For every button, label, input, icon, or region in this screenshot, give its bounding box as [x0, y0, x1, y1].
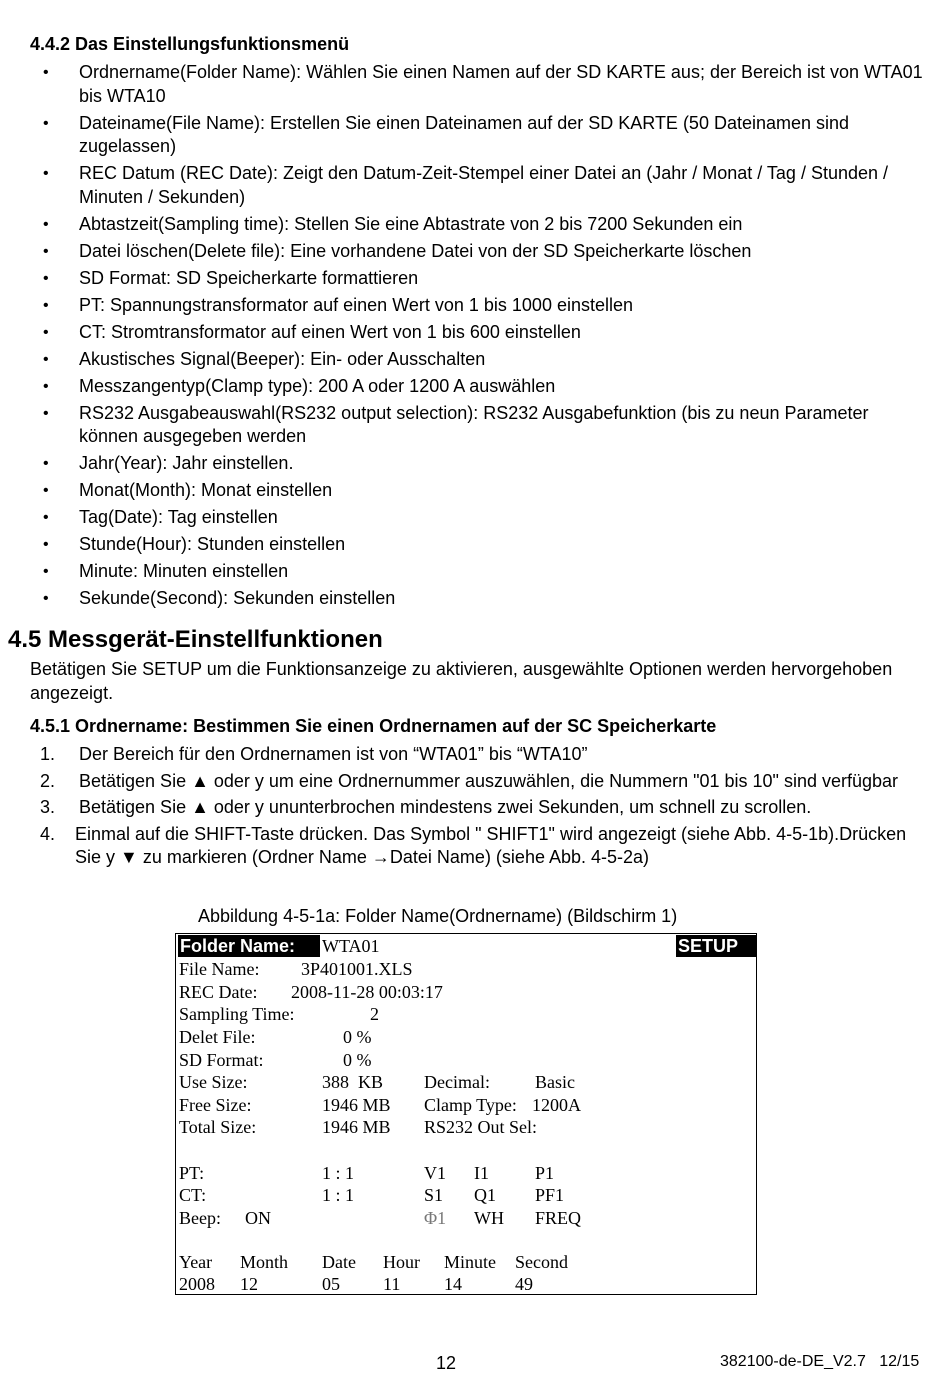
setup-screen [175, 933, 757, 1295]
list-item: • Stunde(Hour): Stunden einstellen [30, 533, 925, 557]
sd-format-value: 0 % [343, 1050, 372, 1070]
list-item: • Dateiname(File Name): Erstellen Sie einen Dateinamen auf der SD KARTE (50 Dateinamen sind zugelassen) [30, 112, 925, 159]
rs232-out-label: RS232 Out Sel: [424, 1117, 538, 1137]
time-header-date: Date [322, 1252, 356, 1272]
file-name-label: File Name: [179, 959, 260, 979]
use-size-label: Use Size: [179, 1072, 248, 1092]
step-text: Der Bereich für den Ordnernamen ist von “WTA01” bis “WTA10” [79, 744, 588, 764]
use-size-value: 388 KB [322, 1072, 384, 1092]
step-item [30, 743, 915, 767]
time-value-second: 49 [515, 1274, 533, 1294]
time-header-year: Year [179, 1252, 213, 1272]
delete-file-value: 0 % [343, 1027, 372, 1047]
sd-format-label: SD Format: [179, 1050, 264, 1070]
free-size-value: 1946 MB [322, 1095, 391, 1115]
step-number: 3. [40, 797, 56, 817]
section-heading-4-4-2: 4.4.2 Das Einstellungsfunktionsmenü [30, 34, 350, 54]
list-item: • SD Format: SD Speicherkarte formattieren [30, 267, 925, 291]
rs232-param: V1 [424, 1163, 446, 1183]
ct-label: CT: [179, 1185, 207, 1205]
list-item: • Abtastzeit(Sampling time): Stellen Sie eine Abtastrate von 2 bis 7200 Sekunden ein [30, 213, 925, 237]
page-number: 12 [436, 1353, 457, 1373]
settings-menu-list [30, 61, 925, 614]
rs232-param: FREQ [535, 1208, 582, 1228]
file-name-value: 3P401001.XLS [301, 959, 413, 979]
step-number: 2. [40, 770, 56, 791]
time-value-month: 12 [240, 1274, 258, 1294]
list-item: • CT: Stromtransformator auf einen Wert von 1 bis 600 einstellen [30, 321, 925, 345]
list-item: • PT: Spannungstransformator auf einen Wert von 1 bis 1000 einstellen [30, 294, 925, 318]
rec-date-value: 2008-11-28 00:03:17 [291, 982, 443, 1002]
clamp-type-value: 1200A [532, 1095, 581, 1115]
rs232-param: WH [474, 1208, 504, 1228]
time-value-date: 05 [322, 1274, 340, 1294]
list-item: • RS232 Ausgabeauswahl(RS232 output selection): RS232 Ausgabefunktion (bis zu neun Parameter können ausgegeben werden [30, 402, 925, 449]
rs232-param: S1 [424, 1185, 444, 1205]
time-header-minute: Minute [444, 1252, 496, 1272]
step-number: 1. [40, 744, 56, 764]
time-header-hour: Hour [383, 1252, 420, 1272]
sampling-time-value: 2 [370, 1004, 379, 1024]
total-size-label: Total Size: [179, 1117, 257, 1137]
list-item: • REC Datum (REC Date): Zeigt den Datum-Zeit-Stempel einer Datei an (Jahr / Monat / Tag / Stunden / Minuten / Sekunden) [30, 162, 925, 209]
rs232-param: I1 [474, 1163, 489, 1183]
steps-list [30, 743, 915, 873]
step-text: Einmal auf die SHIFT-Taste drücken. Das Symbol " SHIFT1" wird angezeigt (siehe Abb. 4-5-1b).Drücken Sie y ▼ zu markieren (Ordner Name →Datei Name) (siehe Abb. 4-5-2a) [75, 823, 907, 867]
list-item: • Tag(Date): Tag einstellen [30, 506, 925, 530]
folder-name-value: WTA01 [322, 936, 380, 956]
decimal-value: Basic [535, 1072, 575, 1092]
rec-date-label: REC Date: [179, 982, 258, 1002]
pt-value: 1 : 1 [322, 1163, 355, 1183]
total-size-value: 1946 MB [322, 1117, 391, 1137]
pt-label: PT: [179, 1163, 205, 1183]
time-header-month: Month [240, 1252, 289, 1272]
time-value-year: 2008 [179, 1274, 215, 1294]
document-id: 382100-de-DE_V2.7 12/15 [720, 1353, 920, 1370]
list-item: • Sekunde(Second): Sekunden einstellen [30, 587, 925, 611]
section-heading-4-5: 4.5 Messgerät-Einstellfunktionen [8, 626, 383, 653]
step-item [30, 770, 915, 794]
list-item: • Jahr(Year): Jahr einstellen. [30, 452, 925, 476]
step-number: 4. [40, 823, 56, 844]
decimal-label: Decimal: [424, 1072, 490, 1092]
figure-caption: Abbildung 4-5-1a: Folder Name(Ordnername) (Bildschirm 1) [198, 906, 678, 926]
section-intro: Betätigen Sie SETUP um die Funktionsanzeige zu aktivieren, ausgewählte Optionen werden hervorgehoben angezeigt. [30, 659, 893, 703]
sampling-time-label: Sampling Time: [179, 1004, 295, 1024]
time-value-hour: 11 [383, 1274, 401, 1294]
setup-badge: SETUP [676, 935, 757, 957]
folder-name-label: Folder Name: [178, 935, 320, 957]
rs232-param: PF1 [535, 1185, 565, 1205]
step-item [30, 796, 915, 820]
list-item: • Messzangentyp(Clamp type): 200 A oder 1200 A auswählen [30, 375, 925, 399]
time-value-minute: 14 [444, 1274, 462, 1294]
step-item [30, 823, 915, 870]
step-text: Betätigen Sie ▲ oder y ununterbrochen mindestens zwei Sekunden, um schnell zu scrollen. [79, 797, 812, 817]
beep-label: Beep: [179, 1208, 221, 1228]
delete-file-label: Delet File: [179, 1027, 256, 1047]
ct-value: 1 : 1 [322, 1185, 355, 1205]
rs232-param: P1 [535, 1163, 555, 1183]
list-item: • Minute: Minuten einstellen [30, 560, 925, 584]
list-item: • Monat(Month): Monat einstellen [30, 479, 925, 503]
beep-value: ON [245, 1208, 271, 1228]
rs232-param: Φ1 [424, 1208, 447, 1228]
clamp-type-label: Clamp Type: [424, 1095, 517, 1115]
list-item: • Datei löschen(Delete file): Eine vorhandene Datei von der SD Speicherkarte löschen [30, 240, 925, 264]
section-heading-4-5-1: 4.5.1 Ordnername: Bestimmen Sie einen Ordnernamen auf der SC Speicherkarte [30, 716, 717, 736]
rs232-param: Q1 [474, 1185, 496, 1205]
free-size-label: Free Size: [179, 1095, 252, 1115]
time-header-second: Second [515, 1252, 568, 1272]
step-text: Betätigen Sie ▲ oder y um eine Ordnernummer auszuwählen, die Nummern "01 bis 10" sind verfügbar [79, 770, 899, 791]
list-item: • Akustisches Signal(Beeper): Ein- oder Ausschalten [30, 348, 925, 372]
list-item: • Ordnername(Folder Name): Wählen Sie einen Namen auf der SD KARTE aus; der Bereich ist von WTA01 bis WTA10 [30, 61, 925, 108]
